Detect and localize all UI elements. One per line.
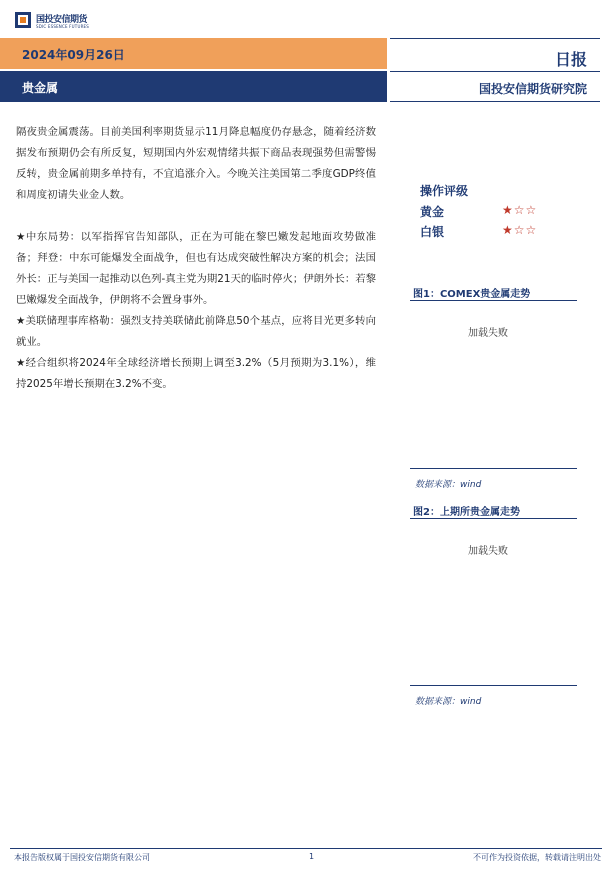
- figure-2-title: 图2：上期所贵金属走势: [413, 507, 520, 518]
- logo-subtext: SDIC ESSENCE FUTURES: [36, 24, 90, 29]
- figure-1-source: 数据来源：wind: [415, 480, 482, 490]
- logo-mark-icon: [14, 11, 32, 29]
- news-item-middle-east: ★中东局势：以军指挥官告知部队，正在为可能在黎巴嫩发起地面攻势做准备；拜登：中东可能爆发全面战争，但也有达成突破性解决方案的机会；法国外长：正与美国一起推动以色列-真主党为期21天的临时停火；伊朗外长：若黎巴嫩爆发全面战争，伊朗将不会置身事外。: [16, 231, 376, 306]
- company-logo: [14, 8, 104, 34]
- footer-disclaimer: 不可作为投资依据，转载请注明出处: [473, 853, 601, 862]
- figure-2-load-status: 加载失败: [468, 546, 508, 557]
- figure-2-bottom-rule: [410, 685, 577, 686]
- rating-item-name: 黄金: [420, 205, 445, 219]
- institute-name: 国投安信期货研究院: [478, 82, 587, 96]
- rating-title: 操作评级: [420, 184, 469, 198]
- category-label: 贵金属: [22, 81, 59, 95]
- star-rating-icon: ★☆☆: [502, 203, 538, 217]
- report-type: 日报: [554, 50, 587, 69]
- footer-copyright: 本报告版权属于国投安信期货有限公司: [14, 853, 150, 862]
- paragraph-gap: [16, 206, 376, 227]
- rating-row-silver: [420, 223, 560, 240]
- rating-row-gold: [420, 203, 560, 220]
- header-divider: [390, 38, 600, 39]
- rating-item-name: 白银: [420, 225, 445, 239]
- star-rating-icon: ★☆☆: [502, 223, 538, 237]
- report-body: [16, 122, 376, 395]
- summary-paragraph: 隔夜贵金属震荡。目前美国利率期货显示11月降息幅度仍存悬念，随着经济数据发布预期仍会有所反复，短期国内外宏观情绪共振下商品表现强势但需警惕反转，贵金属前期多单持有，不宜追涨介入。今晚关注美国第二季度GDP终值和周度初请失业金人数。: [16, 126, 376, 201]
- figure-2-top-rule: [410, 518, 577, 519]
- news-item-oecd: ★经合组织将2024年全球经济增长预期上调至3.2%（5月预期为3.1%），维持2025年增长预期在3.2%不变。: [16, 357, 376, 390]
- news-item-fed: ★美联储理事库格勒：强烈支持美联储此前降息50个基点，应将目光更多转向就业。: [16, 315, 376, 348]
- footer-rule: [10, 848, 602, 849]
- figure-1-load-status: 加载失败: [468, 328, 508, 339]
- page-number: 1: [309, 852, 315, 861]
- logo-text: 国投安信期货: [36, 15, 88, 25]
- figure-1-top-rule: [410, 300, 577, 301]
- category-band: [0, 71, 387, 102]
- figure-1-bottom-rule: [410, 468, 577, 469]
- report-date: 2024年09月26日: [22, 48, 125, 62]
- figure-1-title: 图1：COMEX贵金属走势: [413, 289, 531, 300]
- figure-2-source: 数据来源：wind: [415, 697, 482, 707]
